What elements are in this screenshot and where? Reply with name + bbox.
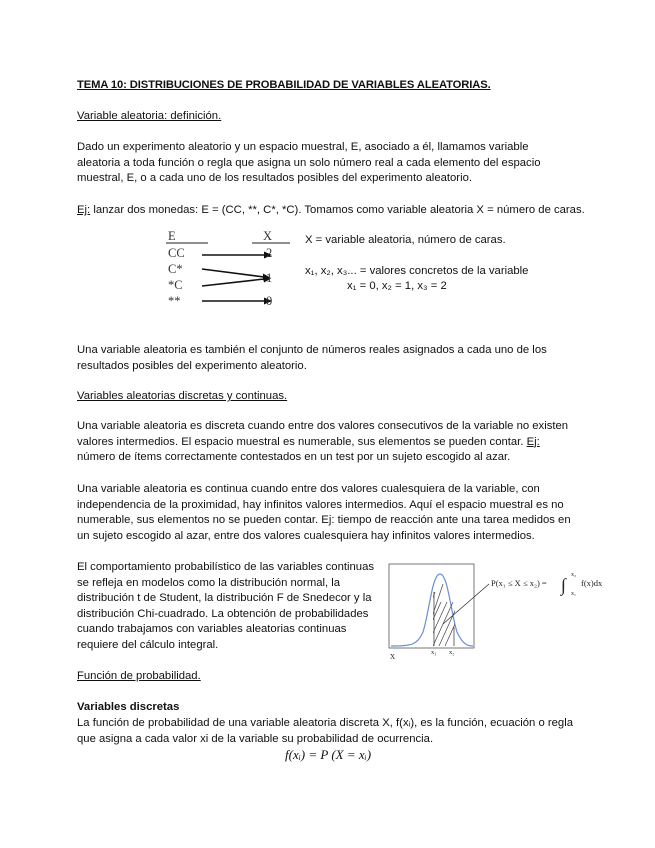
mapping-note-values: x₁, x₂, x₃... = valores concretos de la variable [305, 265, 529, 277]
comportamiento-paragraph: El comportamiento probabilístico de las variables continuas se refleja en modelos como la distribución normal, la distribución t de Student, la distribución F de Snedecor y la distribución Chi-cuadrado. La obtención de probabilidades cuando trabajamos con variables aleatorias continuas requiere del cálculo integral. [77, 561, 375, 651]
mapping-from-3: ** [168, 294, 181, 308]
mapping-left-header: E [168, 229, 176, 243]
integral-sign: ∫ [561, 575, 566, 595]
mapping-from-0: CC [168, 246, 185, 260]
upper-limit: x₂ [571, 572, 577, 578]
subheading-variables-discretas: Variables discretas [77, 701, 180, 713]
mapping-to-2: 0 [266, 294, 273, 308]
also-paragraph: Una variable aleatoria es también el conjunto de números reales asignados a cada uno de los resultados posibles del experimento aleatorio. [77, 344, 547, 372]
section-heading-definicion: Variable aleatoria: definición. [77, 110, 222, 122]
normal-curve [391, 574, 473, 646]
section-heading-funcion: Función de probabilidad. [77, 670, 201, 682]
probability-formula: f(xᵢ) = P (X = xᵢ) [285, 747, 372, 762]
pointer-line [443, 584, 489, 624]
example-line [77, 203, 617, 219]
mapping-right-header: X [263, 229, 273, 243]
discreta-example-text: número de ítems correctamente contestados en un test por un sujeto escogido al azar. [77, 451, 511, 464]
x-axis-label: X [390, 653, 396, 661]
page-title: TEMA 10: DISTRIBUCIONES DE PROBABILIDAD DE VARIABLES ALEATORIAS. [77, 79, 491, 91]
mapping-to-0: 2 [266, 246, 273, 260]
probability-label: P(x₁ ≤ X ≤ x₂) = [491, 578, 547, 588]
definition-paragraph: Dado un experimento aleatorio y un espacio muestral, E, asociado a él, llamamos variable aleatoria a toda función o regla que asigna un solo número real a cada elemento del espacio muestral, E, o a cada uno de los resultados posibles del experimento aleatorio. [77, 141, 541, 185]
discreta-text: Una variable aleatoria es discreta cuando entre dos valores consecutivos de la variable no existen valores intermedios. El espacio muestral es numerable, sus elementos se pueden contar. [77, 420, 569, 448]
mapping-note-variable: X = variable aleatoria, número de caras. [305, 234, 506, 246]
mapping-from-2: *C [168, 278, 183, 292]
x1-tick-label: x₁ [431, 649, 437, 656]
x2-tick-label: x₂ [449, 649, 455, 656]
mapping-note-assignments: x₁ = 0, x₂ = 1, x₃ = 2 [347, 280, 447, 292]
mapping-to-1: 1 [266, 271, 273, 285]
example-text: lanzar dos monedas: E = (CC, **, C*, *C). Tomamos como variable aleatoria X = número de caras. [90, 204, 585, 216]
funcion-paragraph: La función de probabilidad de una variable aleatoria discreta X, f(xᵢ), es la función, ecuación o regla que asigna a cada valor xi de la variable su probabilidad de ocurrencia. [77, 717, 574, 745]
normal-distribution-figure [387, 562, 617, 662]
section-heading-discretas-continuas: Variables aleatorias discretas y continuas. [77, 390, 288, 402]
arrow-cc-2 [202, 252, 272, 259]
discreta-paragraph [77, 419, 577, 466]
figure-frame [389, 564, 474, 648]
mapping-from-1: C* [168, 262, 183, 276]
integrand-label: f(x)dx [581, 578, 603, 588]
continua-paragraph: Una variable aleatoria es continua cuando entre dos valores cualesquiera de la variable, con independencia de la proximidad, hay infinitos valores intermedios. Aquí el espacio muestral es no numerable, sus elementos no se pueden contar. Ej: tiempo de reacción ante una tarea medidos en un sujeto escogido al azar, entre dos valores cualesquiera hay infinitos valores intermedios. [77, 483, 571, 542]
arrow-starstar-0 [202, 298, 272, 305]
discreta-example-label: Ej: [526, 435, 540, 448]
example-label: Ej: [77, 204, 91, 216]
lower-limit: x₁ [571, 591, 577, 597]
shaded-area [415, 584, 465, 646]
